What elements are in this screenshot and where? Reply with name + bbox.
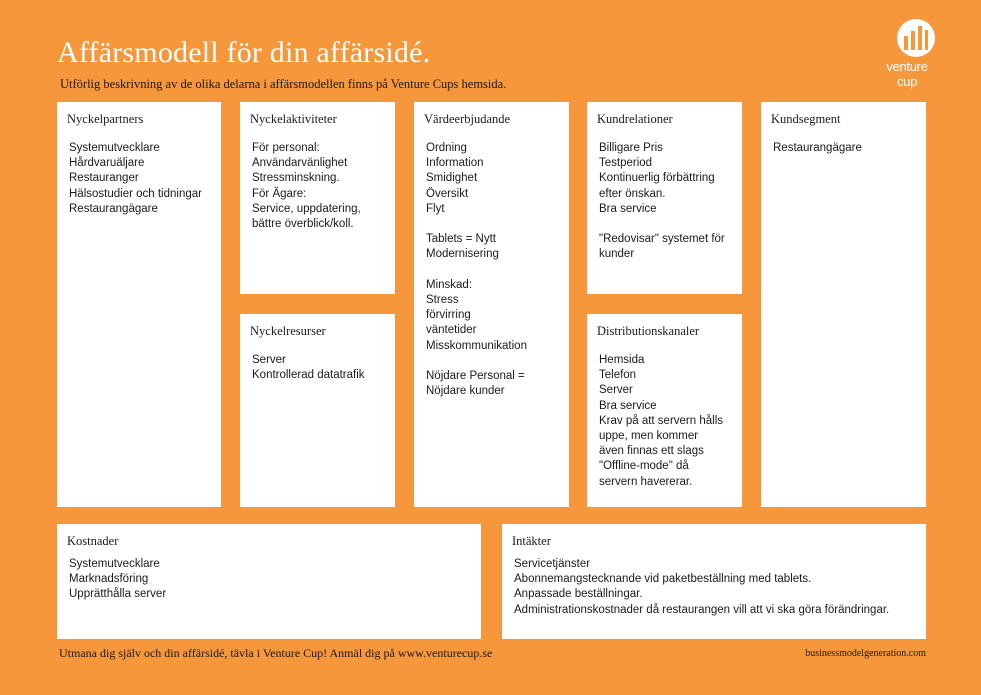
block-title: Nyckelaktiviteter xyxy=(250,112,337,126)
list-item xyxy=(599,217,732,232)
list-item: Telefon xyxy=(599,369,637,382)
list-item: bättre överblick/koll. xyxy=(252,218,354,231)
list-item: Marknadsföring xyxy=(69,573,149,586)
footer-source: businessmodelgeneration.com xyxy=(805,648,926,659)
block-kostnader xyxy=(57,524,481,639)
list-item: Stress xyxy=(426,294,459,306)
list-item: Stressminskning. xyxy=(252,172,340,185)
block-title: Distributionskanaler xyxy=(597,324,700,338)
block-list xyxy=(512,557,916,618)
list-item: "Offline-mode" då xyxy=(599,460,689,473)
block-list xyxy=(67,557,471,603)
block-kundsegment xyxy=(761,102,926,507)
list-item: Tablets = Nytt xyxy=(426,233,496,246)
list-item: Minskad: xyxy=(426,278,473,291)
list-item: Ordning xyxy=(426,142,467,154)
list-item: Upprätthålla server xyxy=(69,588,167,601)
list-item: Översikt xyxy=(426,187,469,200)
footer-call-to-action: Utmana dig själv och din affärsidé, tävla i Venture Cup! Anmäl dig på www.venturecup.se xyxy=(59,646,493,660)
list-item: Hälsostudier och tidningar xyxy=(69,187,202,200)
list-item: Systemutvecklare xyxy=(69,142,160,154)
block-title: Värdeerbjudande xyxy=(424,112,511,126)
logo-icon xyxy=(896,18,936,58)
block-list xyxy=(771,141,916,156)
list-item: För personal: xyxy=(252,142,320,154)
block-list xyxy=(250,141,385,232)
list-item: Restaurangägare xyxy=(69,202,158,215)
list-item: servern havererar. xyxy=(599,475,693,488)
list-item: Nöjdare Personal = xyxy=(426,370,525,382)
list-item: Flyt xyxy=(426,202,445,215)
block-nyckelresurser xyxy=(240,314,395,507)
block-distributionskanaler xyxy=(587,314,742,507)
list-item: även finnas ett slags xyxy=(599,445,704,458)
block-nyckelpartners xyxy=(57,102,221,507)
list-item: Abonnemangstecknande vid paketbeställning med tablets. xyxy=(514,573,812,586)
page-title: Affärsmodell för din affärsidé. xyxy=(57,36,431,69)
list-item: Kontrollerad datatrafik xyxy=(252,369,365,382)
list-item: Användarvänlighet xyxy=(252,157,348,170)
list-item: Modernisering xyxy=(426,248,499,261)
list-item: Restaurangägare xyxy=(773,142,862,154)
logo-text-venture: venture xyxy=(886,59,928,74)
list-item: efter önskan. xyxy=(599,187,666,200)
block-title: Kundrelationer xyxy=(597,112,673,126)
page-subtitle: Utförlig beskrivning av de olika delarna i affärsmodellen finns på Venture Cups hemsida. xyxy=(60,77,507,91)
list-item: Administrationskostnader då restaurangen vill att vi ska göra förändringar. xyxy=(514,603,890,616)
block-list xyxy=(67,141,211,217)
list-item: Misskommunikation xyxy=(426,339,527,352)
list-item: Systemutvecklare xyxy=(69,558,160,570)
list-item: Hemsida xyxy=(599,354,645,366)
block-list xyxy=(250,353,385,383)
list-item: Restauranger xyxy=(69,172,139,185)
venture-cup-logo xyxy=(872,18,942,90)
block-vardeerbjudande xyxy=(414,102,569,507)
block-title: Intäkter xyxy=(512,534,551,548)
list-item: Anpassade beställningar. xyxy=(514,588,643,601)
list-item: Billigare Pris xyxy=(599,142,663,154)
block-title: Kundsegment xyxy=(771,112,841,126)
list-item: Kontinuerlig förbättring xyxy=(599,172,715,185)
list-item: Smidighet xyxy=(426,172,478,185)
list-item xyxy=(426,217,559,232)
block-nyckelaktiviteter xyxy=(240,102,395,294)
block-list xyxy=(597,353,732,490)
list-item: "Redovisar" systemet för xyxy=(599,233,725,246)
logo-text-cup: cup xyxy=(896,74,918,89)
list-item: förvirring xyxy=(426,309,471,322)
list-item xyxy=(426,354,559,369)
list-item: Server xyxy=(252,354,286,366)
block-title: Kostnader xyxy=(67,534,119,548)
list-item: uppe, men kommer xyxy=(599,430,699,443)
list-item: väntetider xyxy=(426,324,477,337)
list-item: Testperiod xyxy=(599,157,653,170)
list-item: Nöjdare kunder xyxy=(426,385,505,398)
list-item: Information xyxy=(426,157,484,170)
block-intakter xyxy=(502,524,926,639)
list-item: Servicetjänster xyxy=(514,558,591,570)
block-list xyxy=(597,141,732,263)
list-item: För Ägare: xyxy=(252,187,307,200)
list-item: Hårdvaruäljare xyxy=(69,157,145,170)
list-item: Bra service xyxy=(599,399,657,412)
list-item: kunder xyxy=(599,248,635,261)
list-item: Krav på att servern hålls xyxy=(599,414,724,427)
block-list xyxy=(424,141,559,399)
list-item xyxy=(426,263,559,278)
block-title: Nyckelresurser xyxy=(250,324,326,338)
list-item: Server xyxy=(599,384,633,397)
list-item: Bra service xyxy=(599,202,657,215)
block-title: Nyckelpartners xyxy=(67,112,144,126)
list-item: Service, uppdatering, xyxy=(252,202,361,215)
block-kundrelationer xyxy=(587,102,742,294)
